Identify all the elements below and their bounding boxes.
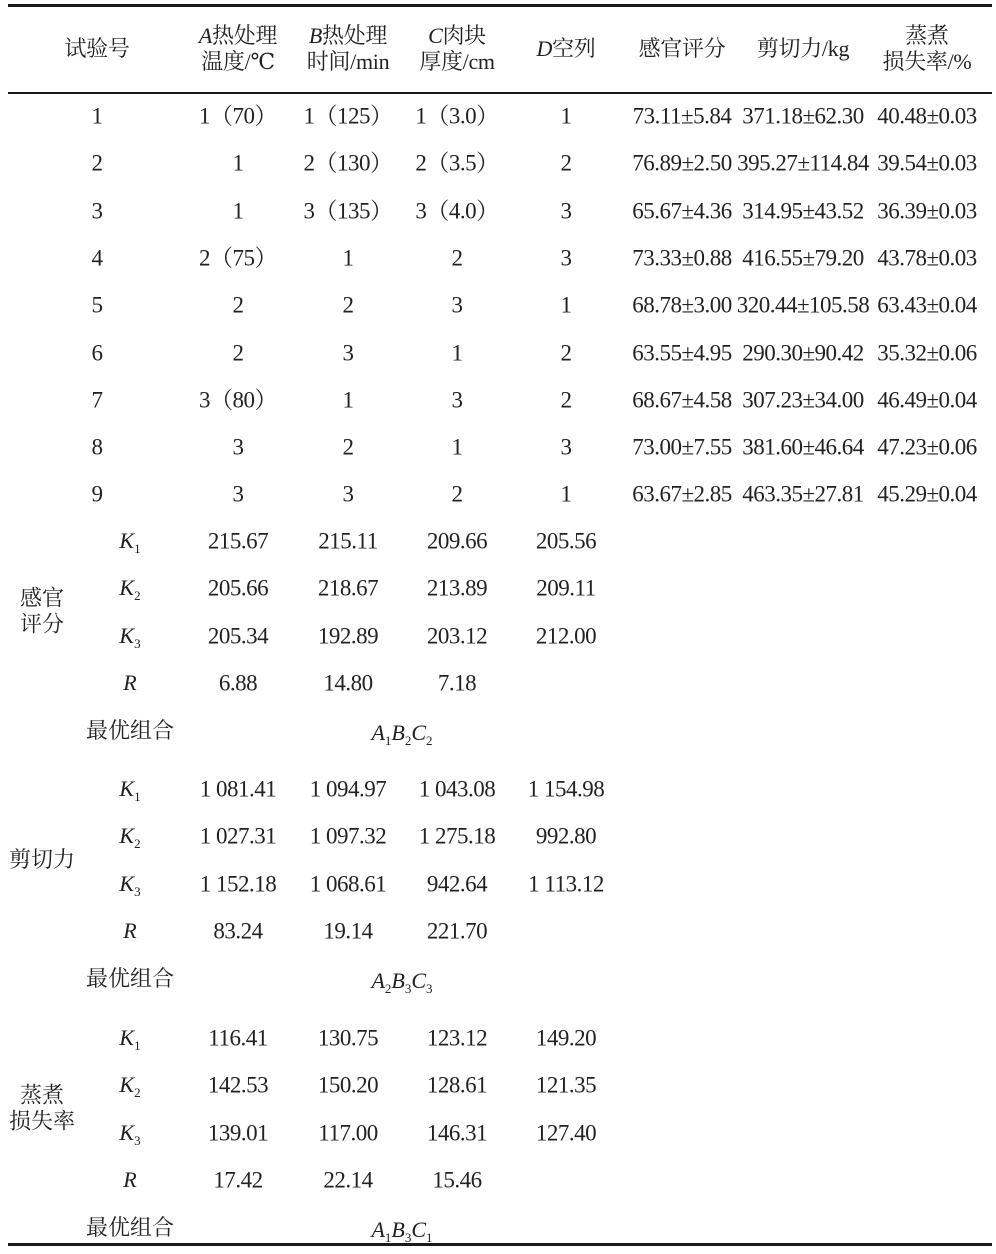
row-2-sensory-score: 76.89±2.50 <box>632 150 732 176</box>
header-factor-name: 热处理 <box>212 23 278 49</box>
row-4-trial-number: 4 <box>91 245 103 271</box>
stat-value-r-col1: 6.88 <box>218 670 258 696</box>
stat-symbol: K <box>119 776 135 801</box>
stat-value-k2-col1: 205.66 <box>207 575 269 601</box>
stat-value-k2-col2: 1 097.32 <box>309 823 387 849</box>
stat-value-k2-col4: 209.11 <box>536 575 596 601</box>
optimal-combination-label: 最优组合 <box>85 1215 175 1240</box>
stat-label-k2 <box>119 575 141 603</box>
header-factor-letter: A <box>198 23 213 49</box>
stat-value-k2-col2: 218.67 <box>317 575 379 601</box>
stat-label-k1 <box>119 1025 141 1053</box>
row-7-shear-force: 307.23±34.00 <box>742 387 864 413</box>
row-1-factor-a-level: 1（70） <box>199 103 277 129</box>
analysis-group-label <box>9 1083 75 1136</box>
stat-subscript: 3 <box>134 884 141 899</box>
stat-label-k3 <box>119 623 141 651</box>
stat-value-k3-col4: 212.00 <box>535 623 597 649</box>
stat-value-k1-col2: 1 094.97 <box>309 776 387 802</box>
row-4-factor-c-level: 2 <box>451 245 463 271</box>
row-5-shear-force: 320.44±105.58 <box>736 292 870 318</box>
stat-subscript: 2 <box>134 588 141 603</box>
stat-value-r-col3: 7.18 <box>437 670 477 696</box>
stat-value-k3-col3: 942.64 <box>426 871 488 897</box>
stat-value-r-col1: 17.42 <box>213 1167 263 1193</box>
row-1-trial-number: 1 <box>91 103 103 129</box>
stat-value-k2-col3: 213.89 <box>426 575 488 601</box>
row-5-trial-number: 5 <box>91 292 103 318</box>
row-5-cooking-loss: 63.43±0.04 <box>877 292 977 318</box>
row-1-sensory-score: 73.11±5.84 <box>632 103 732 129</box>
row-2-trial-number: 2 <box>91 150 103 176</box>
row-1-cooking-loss: 40.48±0.03 <box>877 103 977 129</box>
stat-value-r-col2: 19.14 <box>323 918 373 944</box>
row-7-factor-b-level: 1 <box>342 387 354 413</box>
optimal-factor-letter: C <box>411 1217 427 1242</box>
header-factor-a-line1 <box>199 23 277 49</box>
optimal-factor-level: 3 <box>404 1230 412 1245</box>
header-factor-b <box>307 23 390 75</box>
header-factor-name: 空列 <box>552 36 596 62</box>
stat-symbol: K <box>119 1025 135 1050</box>
optimal-factor-letter: C <box>411 720 427 745</box>
stat-label-k3 <box>119 1120 141 1148</box>
row-2-factor-b-level: 2（130） <box>303 150 393 176</box>
header-factor-d <box>537 36 596 62</box>
header-sensory-score: 感官评分 <box>638 36 726 62</box>
stat-label-k2 <box>119 823 141 851</box>
row-8-factor-d-level: 3 <box>560 434 572 460</box>
stat-value-r-col2: 22.14 <box>323 1167 373 1193</box>
header-rule <box>8 92 992 94</box>
row-9-factor-c-level: 2 <box>451 481 463 507</box>
row-6-factor-c-level: 1 <box>451 340 463 366</box>
stat-value-k3-col1: 205.34 <box>207 623 269 649</box>
stat-symbol: K <box>119 1120 135 1145</box>
stat-label-k3 <box>119 871 141 899</box>
stat-symbol: R <box>123 1167 137 1192</box>
header-factor-letter: D <box>536 36 553 62</box>
bottom-rule <box>8 1243 992 1246</box>
row-9-shear-force: 463.35±27.81 <box>742 481 864 507</box>
row-4-factor-a-level: 2（75） <box>199 245 277 271</box>
stat-value-k1-col2: 215.11 <box>318 528 378 554</box>
top-rule <box>8 4 992 7</box>
stat-value-k2-col1: 1 027.31 <box>199 823 277 849</box>
row-3-factor-a-level: 1 <box>232 198 244 224</box>
stat-value-k1-col3: 1 043.08 <box>418 776 496 802</box>
stat-value-r-col2: 14.80 <box>323 670 373 696</box>
stat-value-k1-col1: 116.41 <box>208 1025 268 1051</box>
row-7-factor-c-level: 3 <box>451 387 463 413</box>
optimal-factor-level: 1 <box>426 1230 433 1245</box>
stat-value-k1-col4: 1 154.98 <box>527 776 605 802</box>
analysis-group-label-line1: 剪切力 <box>8 846 76 872</box>
stat-value-k1-col3: 123.12 <box>426 1025 488 1051</box>
row-8-factor-a-level: 3 <box>232 434 244 460</box>
stat-value-k3-col3: 203.12 <box>426 623 488 649</box>
row-9-factor-a-level: 3 <box>232 481 244 507</box>
row-3-shear-force: 314.95±43.52 <box>742 198 864 224</box>
stat-value-k2-col4: 121.35 <box>535 1072 597 1098</box>
optimal-combination-value <box>371 720 433 748</box>
row-2-factor-c-level: 2（3.5） <box>415 150 499 176</box>
row-6-shear-force: 290.30±90.42 <box>742 340 864 366</box>
stat-value-k1-col1: 1 081.41 <box>199 776 277 802</box>
header-cooking-loss <box>883 23 972 75</box>
analysis-group-label <box>20 586 64 639</box>
header-factor-a-unit: 温度/℃ <box>201 49 275 74</box>
row-4-sensory-score: 73.33±0.88 <box>632 245 732 271</box>
stat-symbol: K <box>119 823 135 848</box>
optimal-factor-letter: C <box>411 968 427 993</box>
optimal-factor-letter: B <box>391 968 405 993</box>
row-6-factor-b-level: 3 <box>342 340 354 366</box>
row-1-factor-b-level: 1（125） <box>303 103 393 129</box>
stat-value-k3-col2: 192.89 <box>317 623 379 649</box>
stat-symbol: K <box>119 871 135 896</box>
row-2-factor-d-level: 2 <box>560 150 572 176</box>
row-1-factor-c-level: 1（3.0） <box>415 103 499 129</box>
stat-value-k1-col4: 205.56 <box>535 528 597 554</box>
row-1-factor-d-level: 1 <box>560 103 572 129</box>
header-trial-number: 试验号 <box>64 36 130 62</box>
row-3-factor-d-level: 3 <box>560 198 572 224</box>
row-5-factor-b-level: 2 <box>342 292 354 318</box>
stat-value-k2-col1: 142.53 <box>207 1072 269 1098</box>
stat-subscript: 1 <box>134 541 141 556</box>
header-factor-name: 热处理 <box>322 23 388 49</box>
stat-value-k3-col4: 1 113.12 <box>528 871 604 897</box>
analysis-group-label-line2: 评分 <box>19 612 65 638</box>
stat-value-r-col3: 15.46 <box>432 1167 482 1193</box>
header-factor-c-unit: 厚度/cm <box>419 49 495 74</box>
stat-label-r <box>123 920 136 942</box>
stat-subscript: 2 <box>134 1085 141 1100</box>
stat-label-r <box>123 672 136 694</box>
optimal-combination-label: 最优组合 <box>85 718 175 743</box>
optimal-factor-level: 2 <box>426 733 433 748</box>
stat-symbol: R <box>123 670 137 695</box>
row-8-factor-c-level: 1 <box>451 434 463 460</box>
optimal-factor-level: 1 <box>384 733 392 748</box>
stat-subscript: 3 <box>134 636 141 651</box>
header-factor-b-line1 <box>307 23 390 49</box>
optimal-factor-level: 1 <box>384 1230 392 1245</box>
stat-value-k3-col2: 1 068.61 <box>309 871 387 897</box>
row-3-factor-c-level: 3（4.0） <box>415 198 499 224</box>
stat-value-k2-col3: 1 275.18 <box>418 823 496 849</box>
row-6-sensory-score: 63.55±4.95 <box>632 340 732 366</box>
row-9-cooking-loss: 45.29±0.04 <box>877 481 977 507</box>
row-3-trial-number: 3 <box>91 198 103 224</box>
stat-label-k2 <box>119 1072 141 1100</box>
header-cooking-loss-line1: 蒸煮 <box>905 23 949 49</box>
analysis-group-label <box>9 847 75 873</box>
stat-symbol: K <box>119 1072 135 1097</box>
header-factor-letter: B <box>308 23 323 49</box>
row-7-trial-number: 7 <box>91 387 103 413</box>
optimal-factor-letter: A <box>371 720 385 745</box>
row-3-factor-b-level: 3（135） <box>303 198 393 224</box>
stat-value-k3-col1: 139.01 <box>207 1120 269 1146</box>
header-factor-c <box>419 23 495 75</box>
stat-label-k1 <box>119 528 141 556</box>
analysis-group-label-line2: 损失率 <box>8 1109 76 1135</box>
stat-value-k2-col4: 992.80 <box>535 823 597 849</box>
optimal-factor-level: 2 <box>404 733 412 748</box>
stat-symbol: K <box>119 575 135 600</box>
row-6-factor-a-level: 2 <box>232 340 244 366</box>
stat-value-k2-col2: 150.20 <box>317 1072 379 1098</box>
stat-value-k1-col1: 215.67 <box>207 528 269 554</box>
row-5-factor-d-level: 1 <box>560 292 572 318</box>
row-8-trial-number: 8 <box>91 434 103 460</box>
stat-value-k3-col2: 117.00 <box>318 1120 378 1146</box>
header-cooking-loss-line2: 损失率/% <box>882 49 972 74</box>
optimal-factor-letter: A <box>371 968 385 993</box>
row-9-trial-number: 9 <box>91 481 103 507</box>
row-8-shear-force: 381.60±46.64 <box>742 434 864 460</box>
optimal-factor-letter: A <box>371 1217 385 1242</box>
stat-subscript: 1 <box>134 1038 141 1053</box>
optimal-factor-level: 3 <box>426 981 433 996</box>
row-4-factor-b-level: 1 <box>342 245 354 271</box>
stat-value-k3-col3: 146.31 <box>426 1120 488 1146</box>
stat-value-k3-col1: 1 152.18 <box>199 871 277 897</box>
row-7-factor-d-level: 2 <box>560 387 572 413</box>
stat-label-k1 <box>119 776 141 804</box>
optimal-factor-letter: B <box>391 720 405 745</box>
optimal-combination-value <box>371 968 433 996</box>
stat-subscript: 3 <box>134 1133 141 1148</box>
row-6-factor-d-level: 2 <box>560 340 572 366</box>
row-4-shear-force: 416.55±79.20 <box>742 245 864 271</box>
analysis-group-label-line1: 感官 <box>19 585 65 611</box>
stat-label-r <box>123 1169 136 1191</box>
stat-symbol: K <box>119 528 135 553</box>
row-5-factor-c-level: 3 <box>451 292 463 318</box>
stat-value-k1-col4: 149.20 <box>535 1025 597 1051</box>
stat-value-r-col1: 83.24 <box>213 918 263 944</box>
optimal-factor-letter: B <box>391 1217 405 1242</box>
row-3-cooking-loss: 36.39±0.03 <box>877 198 977 224</box>
row-1-shear-force: 371.18±62.30 <box>742 103 864 129</box>
header-factor-name: 肉块 <box>442 23 486 49</box>
analysis-group-label-line1: 蒸煮 <box>19 1082 65 1108</box>
row-4-factor-d-level: 3 <box>560 245 572 271</box>
header-shear-force: 剪切力/kg <box>756 36 850 62</box>
row-9-factor-d-level: 1 <box>560 481 572 507</box>
header-factor-letter: C <box>428 23 443 49</box>
row-2-factor-a-level: 1 <box>232 150 244 176</box>
row-2-shear-force: 395.27±114.84 <box>737 150 869 176</box>
stat-symbol: K <box>119 623 135 648</box>
row-7-sensory-score: 68.67±4.58 <box>632 387 732 413</box>
stat-value-r-col3: 221.70 <box>426 918 488 944</box>
stat-value-k1-col3: 209.66 <box>426 528 488 554</box>
row-5-sensory-score: 68.78±3.00 <box>632 292 732 318</box>
header-factor-b-unit: 时间/min <box>306 49 390 74</box>
optimal-combination-label: 最优组合 <box>85 966 175 991</box>
stat-subscript: 2 <box>134 836 141 851</box>
optimal-factor-level: 3 <box>404 981 412 996</box>
row-9-sensory-score: 63.67±2.85 <box>632 481 732 507</box>
stat-value-k2-col3: 128.61 <box>426 1072 488 1098</box>
optimal-factor-level: 2 <box>384 981 392 996</box>
row-7-cooking-loss: 46.49±0.04 <box>877 387 977 413</box>
header-factor-c-line1 <box>419 23 495 49</box>
row-3-sensory-score: 65.67±4.36 <box>632 198 732 224</box>
row-6-trial-number: 6 <box>91 340 103 366</box>
row-6-cooking-loss: 35.32±0.06 <box>877 340 977 366</box>
row-8-cooking-loss: 47.23±0.06 <box>877 434 977 460</box>
stat-symbol: R <box>123 918 137 943</box>
stat-value-k1-col2: 130.75 <box>317 1025 379 1051</box>
row-4-cooking-loss: 43.78±0.03 <box>877 245 977 271</box>
optimal-combination-value <box>371 1217 433 1245</box>
stat-subscript: 1 <box>134 789 141 804</box>
row-2-cooking-loss: 39.54±0.03 <box>877 150 977 176</box>
stat-value-k3-col4: 127.40 <box>535 1120 597 1146</box>
row-9-factor-b-level: 3 <box>342 481 354 507</box>
row-8-factor-b-level: 2 <box>342 434 354 460</box>
header-factor-a <box>199 23 277 75</box>
row-7-factor-a-level: 3（80） <box>199 387 277 413</box>
row-8-sensory-score: 73.00±7.55 <box>632 434 732 460</box>
row-5-factor-a-level: 2 <box>232 292 244 318</box>
